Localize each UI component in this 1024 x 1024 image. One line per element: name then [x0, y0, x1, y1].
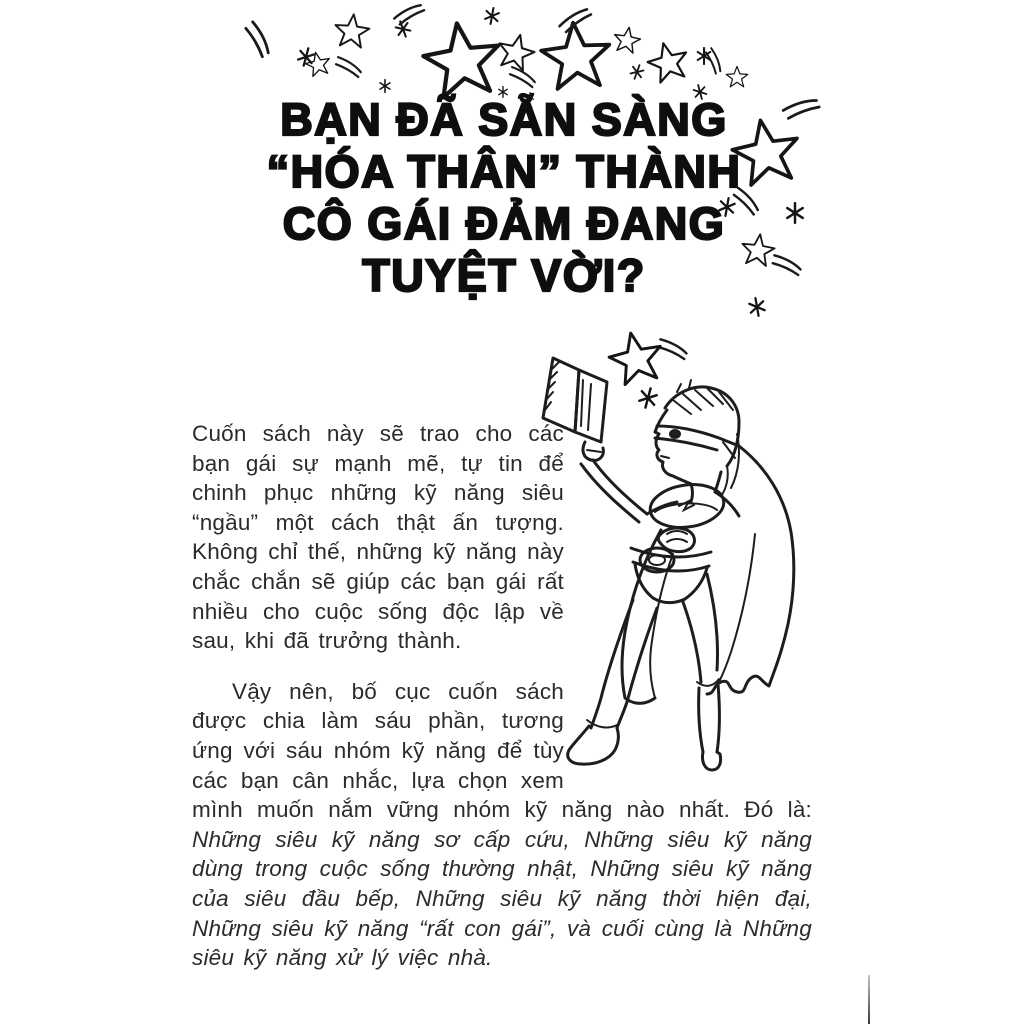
paragraph-2-intro: Vậy nên, bố cục cuốn sách được chia làm sáu phần, tương ứng với sáu nhóm kỹ năng để tùy các bạn cân nhắc, lựa chọn xem mình muốn nắm vững nhóm kỹ năng nào nhất. Đó là: [192, 678, 812, 823]
body-text [192, 419, 812, 973]
paragraph-2-skill-groups: Những siêu kỹ năng sơ cấp cứu, Những siêu kỹ năng dùng trong cuộc sống thường nhật, Những siêu kỹ năng của siêu đầu bếp, Những siêu kỹ năng thời hiện đại, Những siêu kỹ năng “rất con gái”, và cuối cùng là Những siêu kỹ năng xử lý việc nhà. [192, 826, 812, 971]
paragraph-1: Cuốn sách này sẽ trao cho các bạn gái sự mạnh mẽ, tự tin để chinh phục những kỹ năng siêu “ngầu” một cách thật ấn tượng. Không chỉ thế, những kỹ năng này chắc chắn sẽ giúp các bạn gái rất nhiều cho cuộc sống độc lập về sau, khi đã trưởng thành. [192, 421, 564, 654]
title-line: “HÓA THÂN” THÀNH [266, 146, 742, 197]
title-line: CÔ GÁI ĐẢM ĐANG [282, 198, 726, 249]
title-line: TUYỆT VỜI? [362, 250, 646, 301]
page-title [132, 94, 876, 302]
title-line: BẠN ĐÃ SẴN SÀNG [280, 94, 728, 145]
illustration-spacer [564, 419, 812, 791]
scan-edge-artifact [868, 975, 870, 1024]
